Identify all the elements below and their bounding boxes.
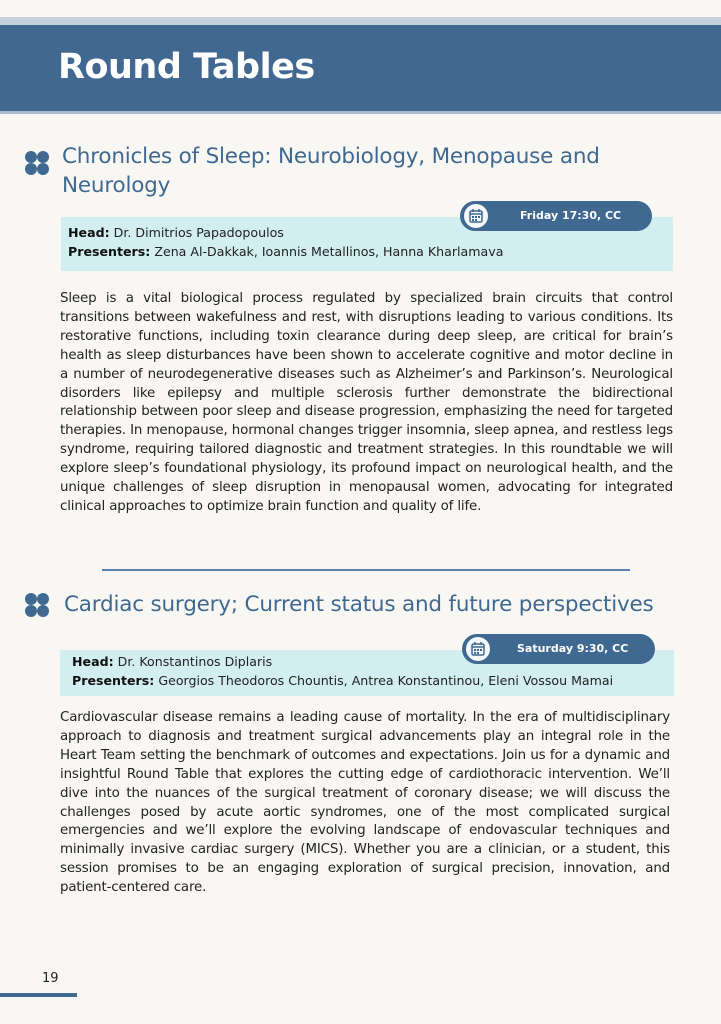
head-label: Head: [72, 654, 114, 669]
page-number: 19 [42, 971, 59, 986]
head-label: Head: [68, 225, 110, 240]
presenters-line [72, 671, 613, 691]
presenters-line [68, 242, 503, 262]
head-name: Dr. Konstantinos Diplaris [117, 654, 273, 669]
session-title-line: Chronicles of Sleep: Neurobiology, Menopause and [62, 144, 600, 169]
head-line [68, 223, 284, 243]
head-name: Dr. Dimitrios Papadopoulos [113, 225, 284, 240]
session-time: Friday 17:30, CC [520, 209, 622, 222]
section-divider [102, 569, 630, 571]
session-title [62, 142, 600, 200]
head-line [72, 652, 272, 672]
session-description: Cardiovascular disease remains a leading cause of mortality. In the era of multidisciplinary approach to diagnosis and treatment surgical advancements play an integral role in the Heart Team setting the benchmark of outcomes and expectations. Join us for a dynamic and insightful Round Table that explores the cutting edge of cardiothoracic intervention. We’ll dive into the nuances of the surgical treatment of coronary disease; we will discuss the challenges posed by acute aortic syndromes, one of the most complicated surgical emergencies and we’ll explore the evolving landscape of endovascular techniques and minimally invasive cardiac surgery (MICS). Whether you are a clinician, or a student, this session promises to be an engaging exploration of surgical precision, innovation, and patient-centered care. [60, 710, 670, 896]
presenters-names: Georgios Theodoros Chountis, Antrea Konstantinou, Eleni Vossou Mamai [158, 673, 614, 688]
clover-icon [24, 150, 50, 176]
presenters-label: Presenters: [68, 244, 151, 259]
page-number-bar [0, 993, 77, 997]
calendar-icon [464, 204, 488, 228]
session-title-line: Cardiac surgery; Current status and future perspectives [64, 592, 654, 617]
session-title-line: Neurology [62, 173, 171, 198]
session-time-badge [460, 201, 652, 231]
session-time: Saturday 9:30, CC [517, 642, 629, 655]
presenters-label: Presenters: [72, 673, 155, 688]
presenters-names: Zena Al-Dakkak, Ioannis Metallinos, Hanna Kharlamava [154, 244, 504, 259]
session-time-badge [462, 634, 655, 664]
page-title: Round Tables [58, 47, 315, 87]
calendar-icon [466, 637, 490, 661]
session-description: Sleep is a vital biological process regulated by specialized brain circuits that control transitions between wakefulness and rest, with disruptions leading to various conditions. Its restorative functions, including toxin clearance during deep sleep, are critical for brain’s health as sleep disturbances have been shown to accelerate cognitive and motor decline in a number of neurodegenerative diseases such as Alzheimer’s and Parkinson’s. Neurological disorders like epilepsy and multiple sclerosis further demonstrate the bidirectional relationship between poor sleep and disease progression, emphasizing the need for targeted therapies. In menopause, hormonal changes trigger insomnia, sleep apnea, and restless legs syndrome, requiring tailored diagnostic and treatment strategies. In this roundtable we will explore sleep’s foundational physiology, its profound impact on neurological health, and the unique challenges of sleep disruption in menopausal women, advocating for integrated clinical approaches to optimize brain function and quality of life. [60, 291, 673, 514]
session-title [64, 590, 654, 619]
header-top-strip [0, 17, 721, 25]
clover-icon [24, 592, 50, 618]
